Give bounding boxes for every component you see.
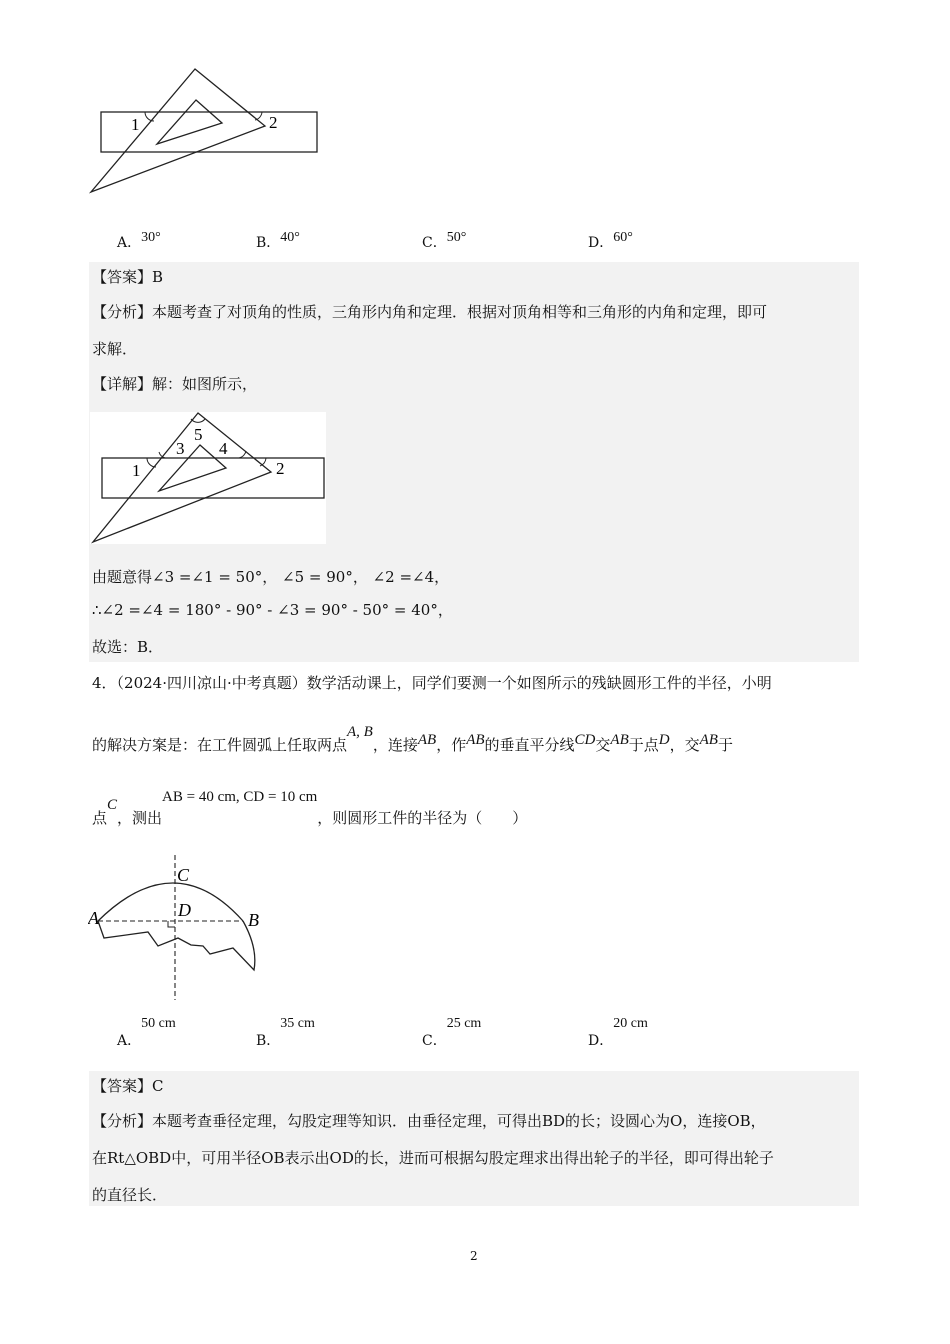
q4-solution-block	[89, 1071, 859, 1206]
q4-analysis-line1: 【分析】本题考查垂径定理，勾股定理等知识．由垂径定理，可得出BD的长；设圆心为O，连接OB，	[92, 1112, 766, 1130]
q3-figure	[85, 60, 335, 200]
q4-line2	[92, 724, 733, 756]
q4-right-angle-mark	[168, 921, 175, 927]
q4-line3	[92, 789, 528, 829]
q4-fig-label-d: D	[178, 900, 191, 920]
q4-fig-label-c: C	[177, 865, 190, 885]
q4-option-d-value: 20 cm	[613, 1016, 648, 1031]
q3-option-c[interactable]	[422, 228, 467, 251]
q4-point-d: D	[658, 732, 670, 748]
q4-line3-text-a: 点	[92, 809, 108, 827]
q4-line2-text-g: ，交	[669, 736, 700, 754]
q4-option-c[interactable]	[422, 1012, 482, 1049]
q4-line3-text-c: ，则圆形工件的半径为（ ）	[317, 809, 528, 827]
q3-analysis-line1: 【分析】本题考查了对顶角的性质，三角形内角和定理．根据对顶角相等和三角形的内角和定理，即可	[92, 303, 768, 321]
q3-conclusion: 故选：B．	[92, 638, 164, 656]
q3d-label-5: 5	[194, 425, 203, 444]
q3d-big-triangle	[93, 413, 271, 542]
q4-arc-ab: AB	[699, 732, 718, 748]
q3-small-triangle	[157, 100, 222, 144]
q4-option-d[interactable]	[588, 1012, 648, 1049]
q4-option-a-value: 50 cm	[141, 1016, 176, 1031]
q4-figure	[88, 852, 278, 1004]
q4-points-ab: A, B	[347, 724, 373, 740]
q3-option-a-letter: A．	[117, 235, 142, 251]
q3-step2: ∴∠2 =∠4 = 180° - 90° - ∠3 = 90° - 50° = 40°，	[92, 601, 453, 619]
q3-option-b[interactable]	[256, 228, 300, 251]
q3-fig-label-1: 1	[131, 115, 140, 134]
q4-segment-ab-2: AB	[466, 732, 485, 748]
q4-line2-text-e: 交	[595, 736, 611, 754]
q4-option-b[interactable]	[256, 1012, 315, 1049]
q4-line2-text-b: ，连接	[372, 736, 418, 754]
q3-option-d-letter: D．	[588, 235, 614, 251]
q3d-label-3: 3	[176, 439, 185, 458]
page-number: 2	[470, 1249, 478, 1263]
q3-option-c-value: 50°	[446, 230, 467, 245]
q3-step1: 由题意得∠3 =∠1 = 50°， ∠5 = 90°， ∠2 =∠4，	[92, 568, 450, 586]
q3d-angle2-arc	[260, 458, 266, 466]
q3d-small-triangle	[159, 445, 226, 491]
q4-line2-text-c: ，作	[436, 736, 467, 754]
q3-option-a-value: 30°	[141, 230, 161, 245]
q4-line2-text-f: 于点	[628, 736, 659, 754]
q4-line2-text-h: 于	[717, 736, 733, 754]
q3-option-d[interactable]	[588, 228, 633, 251]
q4-option-d-letter: D．	[588, 1033, 614, 1049]
q3d-angle4-arc	[239, 451, 246, 458]
q4-fig-label-a: A	[88, 908, 99, 928]
q3-option-a[interactable]	[117, 228, 161, 251]
q4-option-b-value: 35 cm	[280, 1016, 315, 1031]
q4-option-c-letter: C．	[422, 1033, 447, 1049]
q4-answer: 【答案】C	[92, 1077, 164, 1095]
q3-option-d-value: 60°	[613, 230, 633, 245]
q4-analysis-line3: 的直径长．	[92, 1186, 168, 1204]
q3-option-b-letter: B．	[256, 235, 281, 251]
q3-option-b-value: 40°	[280, 230, 300, 245]
q4-fig-label-b: B	[248, 910, 259, 930]
q3-big-triangle	[91, 69, 265, 192]
q4-option-a-letter: A．	[117, 1033, 142, 1049]
q4-analysis-line2: 在Rt△OBD中，可用半径OB表示出OD的长，进而可根据勾股定理求出得出轮子的半径，即可得出轮子	[92, 1149, 774, 1167]
q3-answer: 【答案】B	[92, 268, 164, 286]
q4-segment-ab-3: AB	[610, 732, 629, 748]
q3d-label-2: 2	[276, 459, 285, 478]
q3-analysis-line2: 求解．	[92, 340, 138, 358]
q4-arc	[98, 883, 243, 921]
q4-option-b-letter: B．	[256, 1033, 281, 1049]
q4-option-a[interactable]	[117, 1012, 176, 1049]
q4-measurement: AB = 40 cm, CD = 10 cm	[162, 789, 318, 805]
q4-line3-text-b: ，测出	[117, 809, 163, 827]
q3d-label-4: 4	[219, 439, 228, 458]
q4-option-c-value: 25 cm	[446, 1016, 482, 1031]
q4-line2-text-d: 的垂直平分线	[484, 736, 575, 754]
q4-broken-edge	[98, 921, 255, 970]
q4-point-c: C	[107, 797, 118, 813]
q3-fig-label-2: 2	[269, 113, 278, 132]
q4-line1: 4．（2024·四川凉山·中考真题）数学活动课上，同学们要测一个如图所示的残缺圆形工件的半径，小明	[92, 674, 772, 692]
q3-detail-heading: 【详解】解：如图所示，	[92, 375, 258, 393]
q3-detail-figure	[90, 412, 326, 544]
q4-segment-cd: CD	[574, 732, 596, 748]
q3d-label-1: 1	[132, 461, 141, 480]
q4-segment-ab-1: AB	[417, 732, 437, 748]
q4-line2-text-a: 的解决方案是：在工件圆弧上任取两点	[92, 736, 348, 754]
q3-option-c-letter: C．	[422, 235, 447, 251]
